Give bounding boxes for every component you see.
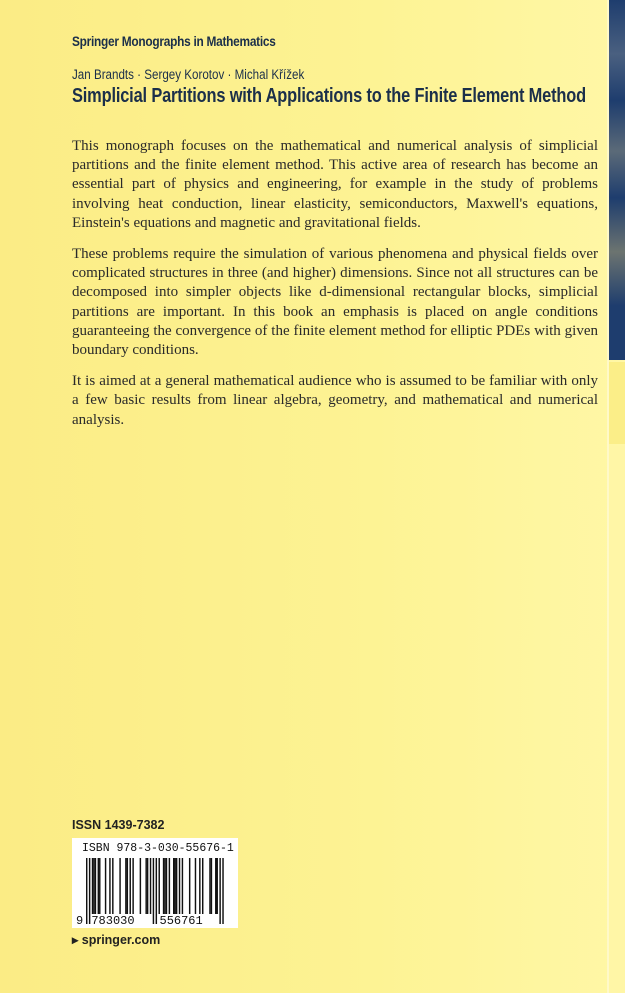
authors: Jan Brandts · Sergey Korotov · Michal Křížek — [72, 67, 305, 82]
series-name: Springer Monographs in Mathematics — [72, 34, 276, 49]
barcode-bar — [99, 858, 100, 914]
barcode-bar — [174, 858, 175, 914]
barcode-bar — [156, 858, 157, 924]
barcode-bar — [89, 858, 90, 924]
barcode-digits: 556761 — [159, 914, 203, 928]
barcode-digits: 9 — [76, 914, 84, 928]
barcode-bar — [179, 858, 180, 914]
barcode-bar — [209, 858, 210, 914]
spine-yellow-band — [609, 362, 625, 444]
barcode-bar — [169, 858, 170, 914]
barcode-bar — [202, 858, 203, 914]
barcode-bar — [127, 858, 128, 914]
barcode-bar — [153, 858, 154, 924]
barcode-bar — [211, 858, 212, 914]
barcode-bar — [112, 858, 113, 914]
barcode-bar — [92, 858, 93, 914]
description — [72, 137, 598, 442]
barcode-bar — [86, 858, 87, 924]
barcode-bar — [105, 858, 106, 914]
barcode-bar — [98, 858, 99, 914]
barcode-bar — [130, 858, 131, 914]
barcode-bar — [217, 858, 218, 914]
barcode-bar — [93, 858, 94, 914]
book-title: Simplicial Partitions with Applications to the Finite Element Method — [72, 85, 586, 107]
barcode-bar — [219, 858, 220, 924]
barcode-bar — [125, 858, 126, 914]
barcode-bar — [119, 858, 120, 914]
issn: ISSN 1439-7382 — [72, 818, 165, 832]
website-link[interactable]: ▸ springer.com — [72, 933, 161, 947]
barcode-digits: 783030 — [91, 914, 135, 928]
barcode-bar — [159, 858, 160, 914]
spine-light-band — [609, 446, 625, 993]
barcode-bar — [164, 858, 165, 914]
barcode-bar — [132, 858, 133, 914]
barcode-bar — [176, 858, 177, 914]
barcode-bar — [222, 858, 223, 924]
barcode-bar — [147, 858, 148, 914]
paragraph: These problems require the simulation of various phenomena and physical fields over complicated structures in three (and higher) dimensions. Since not all structures can be decomposed into simpler objects like d-dimensional rectangular blocks, simplicial partitions are important. In this book an emphasis is placed on angle conditions guaranteeing the convergence of the finite element method for elliptic PDEs with given boundary conditions. — [72, 246, 598, 359]
barcode-bar — [150, 858, 151, 914]
barcode-bar — [182, 858, 183, 914]
barcode-bar — [199, 858, 200, 914]
paragraph: This monograph focuses on the mathematical and numerical analysis of simplicial partitions and the finite element method. This active area of research has become an essential part of physics and engineering, for example in the study of problems involving heat conduction, linear elasticity, semiconductors, Maxwell's equations, Einstein's equations and magnetic and gravitational fields. — [72, 138, 598, 231]
barcode-bar — [145, 858, 146, 914]
barcode-bar — [189, 858, 190, 914]
barcode-bar — [163, 858, 164, 914]
paragraph: It is aimed at a general mathematical audience who is assumed to be familiar with only a few basic results from linear algebra, geometry, and mathematical and numerical analysis. — [72, 373, 598, 428]
isbn: ISBN 978-3-030-55676-1 — [82, 842, 234, 855]
barcode — [72, 838, 238, 928]
barcode-bar — [166, 858, 167, 914]
barcode-bar — [215, 858, 216, 914]
barcode-bar — [95, 858, 96, 914]
barcode-bar — [173, 858, 174, 914]
spine-blue-band — [609, 0, 625, 360]
barcode-bar — [109, 858, 110, 914]
barcode-bar — [140, 858, 141, 914]
barcode-bar — [195, 858, 196, 914]
